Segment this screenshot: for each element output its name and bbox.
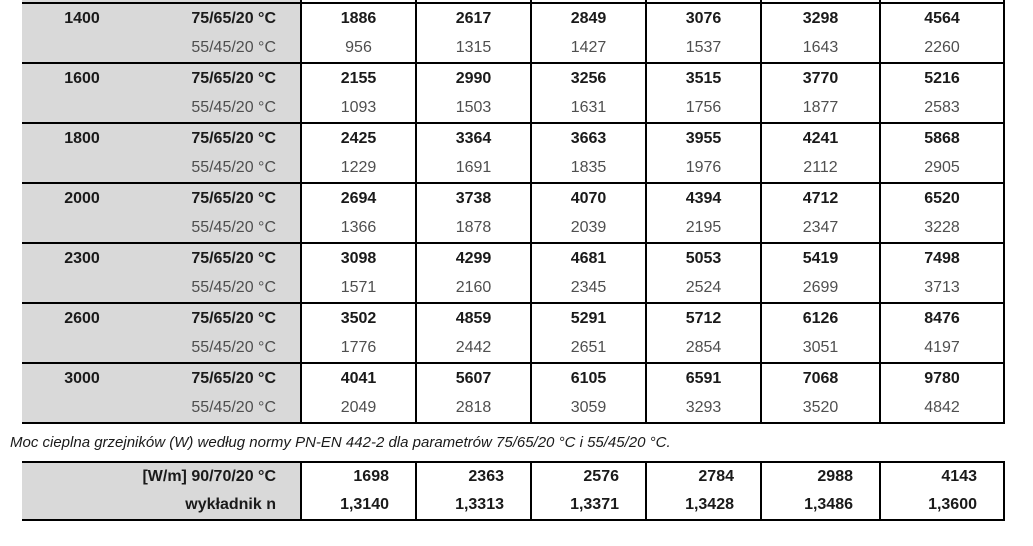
power-value-low: 3059 xyxy=(531,393,646,423)
power-value-low: 1093 xyxy=(301,93,416,123)
power-value-high: 4394 xyxy=(646,183,761,213)
power-value-low: 2345 xyxy=(531,273,646,303)
power-row-high xyxy=(22,363,1004,393)
power-value-low: 2524 xyxy=(646,273,761,303)
radiator-size-spacer xyxy=(22,333,142,363)
power-value-high: 4712 xyxy=(761,183,880,213)
power-value-low: 1976 xyxy=(646,153,761,183)
power-value-high: 3298 xyxy=(761,3,880,33)
power-value-low: 1877 xyxy=(761,93,880,123)
exponent-value: 1,3600 xyxy=(880,491,1004,520)
power-value-low: 2039 xyxy=(531,213,646,243)
power-value-low: 956 xyxy=(301,33,416,63)
power-value-low: 1315 xyxy=(416,33,531,63)
power-row-high xyxy=(22,3,1004,33)
power-value-low: 2699 xyxy=(761,273,880,303)
power-value-high: 2694 xyxy=(301,183,416,213)
power-value-low: 2651 xyxy=(531,333,646,363)
power-value-high: 5216 xyxy=(880,63,1004,93)
power-value-high: 3502 xyxy=(301,303,416,333)
temp-low-label: 55/45/20 °C xyxy=(142,393,301,423)
power-value-high: 3770 xyxy=(761,63,880,93)
power-value-high: 8476 xyxy=(880,303,1004,333)
power-value-high: 3364 xyxy=(416,123,531,153)
wm-row-label: [W/m] 90/70/20 °C xyxy=(22,462,301,491)
power-row-low xyxy=(22,33,1004,63)
power-value-high: 4041 xyxy=(301,363,416,393)
power-value-low: 2260 xyxy=(880,33,1004,63)
radiator-size-spacer xyxy=(22,273,142,303)
power-value-low: 1756 xyxy=(646,93,761,123)
power-value-low: 1366 xyxy=(301,213,416,243)
power-value-low: 1537 xyxy=(646,33,761,63)
power-value-low: 2818 xyxy=(416,393,531,423)
radiator-size-spacer xyxy=(22,213,142,243)
power-value-high: 1886 xyxy=(301,3,416,33)
power-value-high: 5053 xyxy=(646,243,761,273)
power-value-high: 5868 xyxy=(880,123,1004,153)
power-row-low xyxy=(22,273,1004,303)
power-value-low: 2347 xyxy=(761,213,880,243)
radiator-size-value: 1400 xyxy=(22,3,142,33)
exponent-row xyxy=(22,491,1004,520)
power-value-high: 7068 xyxy=(761,363,880,393)
power-row-high xyxy=(22,123,1004,153)
power-value-low: 4842 xyxy=(880,393,1004,423)
wm-value: 2576 xyxy=(531,462,646,491)
radiator-size-value: 2600 xyxy=(22,303,142,333)
power-value-low: 1691 xyxy=(416,153,531,183)
power-value-high: 4070 xyxy=(531,183,646,213)
power-value-high: 5607 xyxy=(416,363,531,393)
radiator-size-spacer xyxy=(22,153,142,183)
power-value-low: 1878 xyxy=(416,213,531,243)
power-value-low: 4197 xyxy=(880,333,1004,363)
power-value-high: 6105 xyxy=(531,363,646,393)
temp-high-label: 75/65/20 °C xyxy=(142,63,301,93)
power-value-low: 1631 xyxy=(531,93,646,123)
temp-high-label: 75/65/20 °C xyxy=(142,183,301,213)
power-row-low xyxy=(22,93,1004,123)
power-value-low: 3713 xyxy=(880,273,1004,303)
temp-low-label: 55/45/20 °C xyxy=(142,273,301,303)
power-value-low: 2854 xyxy=(646,333,761,363)
power-value-high: 2849 xyxy=(531,3,646,33)
power-value-high: 6126 xyxy=(761,303,880,333)
radiator-size-spacer xyxy=(22,93,142,123)
power-value-low: 2442 xyxy=(416,333,531,363)
power-row-high xyxy=(22,63,1004,93)
power-value-low: 1503 xyxy=(416,93,531,123)
power-value-high: 4299 xyxy=(416,243,531,273)
table-footnote: Moc cieplna grzejników (W) według normy PN-EN 442-2 dla parametrów 75/65/20 °C i 55/45/20 °C. xyxy=(10,434,671,451)
power-value-low: 1571 xyxy=(301,273,416,303)
exponent-value: 1,3140 xyxy=(301,491,416,520)
temp-low-label: 55/45/20 °C xyxy=(142,213,301,243)
power-value-high: 5291 xyxy=(531,303,646,333)
radiator-size-value: 2000 xyxy=(22,183,142,213)
power-value-high: 4241 xyxy=(761,123,880,153)
power-value-high: 2425 xyxy=(301,123,416,153)
power-value-high: 2155 xyxy=(301,63,416,93)
power-row-high xyxy=(22,303,1004,333)
exponent-row-label: wykładnik n xyxy=(22,491,301,520)
power-value-high: 5712 xyxy=(646,303,761,333)
power-value-high: 6520 xyxy=(880,183,1004,213)
wm-row xyxy=(22,462,1004,491)
power-value-high: 4681 xyxy=(531,243,646,273)
power-row-low xyxy=(22,333,1004,363)
power-value-high: 5419 xyxy=(761,243,880,273)
power-value-low: 1427 xyxy=(531,33,646,63)
power-value-low: 2195 xyxy=(646,213,761,243)
power-value-high: 9780 xyxy=(880,363,1004,393)
radiator-size-value: 2300 xyxy=(22,243,142,273)
power-value-low: 2049 xyxy=(301,393,416,423)
power-value-low: 1835 xyxy=(531,153,646,183)
wm-value: 2988 xyxy=(761,462,880,491)
power-value-high: 3955 xyxy=(646,123,761,153)
wm-value: 1698 xyxy=(301,462,416,491)
power-value-low: 1776 xyxy=(301,333,416,363)
power-value-high: 3738 xyxy=(416,183,531,213)
wm-value: 2784 xyxy=(646,462,761,491)
power-value-low: 3051 xyxy=(761,333,880,363)
power-value-low: 3520 xyxy=(761,393,880,423)
power-value-low: 2160 xyxy=(416,273,531,303)
radiator-size-spacer xyxy=(22,393,142,423)
wm-value: 4143 xyxy=(880,462,1004,491)
power-value-high: 3663 xyxy=(531,123,646,153)
power-value-high: 3076 xyxy=(646,3,761,33)
temp-high-label: 75/65/20 °C xyxy=(142,363,301,393)
exponent-value: 1,3486 xyxy=(761,491,880,520)
exponent-value: 1,3428 xyxy=(646,491,761,520)
per-meter-output-table xyxy=(22,461,1005,521)
power-value-low: 2112 xyxy=(761,153,880,183)
power-value-high: 3098 xyxy=(301,243,416,273)
temp-high-label: 75/65/20 °C xyxy=(142,3,301,33)
power-value-high: 3256 xyxy=(531,63,646,93)
power-value-low: 3293 xyxy=(646,393,761,423)
power-value-low: 1229 xyxy=(301,153,416,183)
power-value-high: 6591 xyxy=(646,363,761,393)
radiator-power-table xyxy=(22,0,1005,424)
temp-low-label: 55/45/20 °C xyxy=(142,93,301,123)
power-value-low: 1643 xyxy=(761,33,880,63)
temp-high-label: 75/65/20 °C xyxy=(142,243,301,273)
power-value-high: 4564 xyxy=(880,3,1004,33)
power-value-high: 2990 xyxy=(416,63,531,93)
power-value-low: 2905 xyxy=(880,153,1004,183)
power-row-low xyxy=(22,213,1004,243)
temp-low-label: 55/45/20 °C xyxy=(142,333,301,363)
temp-low-label: 55/45/20 °C xyxy=(142,153,301,183)
radiator-size-value: 1800 xyxy=(22,123,142,153)
power-value-high: 7498 xyxy=(880,243,1004,273)
temp-high-label: 75/65/20 °C xyxy=(142,123,301,153)
exponent-value: 1,3371 xyxy=(531,491,646,520)
power-row-high xyxy=(22,183,1004,213)
power-value-high: 2617 xyxy=(416,3,531,33)
radiator-size-value: 1600 xyxy=(22,63,142,93)
temp-low-label: 55/45/20 °C xyxy=(142,33,301,63)
power-row-high xyxy=(22,243,1004,273)
radiator-size-value: 3000 xyxy=(22,363,142,393)
power-row-low xyxy=(22,153,1004,183)
power-value-high: 3515 xyxy=(646,63,761,93)
power-value-low: 3228 xyxy=(880,213,1004,243)
temp-high-label: 75/65/20 °C xyxy=(142,303,301,333)
power-value-low: 2583 xyxy=(880,93,1004,123)
power-row-low xyxy=(22,393,1004,423)
wm-value: 2363 xyxy=(416,462,531,491)
exponent-value: 1,3313 xyxy=(416,491,531,520)
power-value-high: 4859 xyxy=(416,303,531,333)
radiator-size-spacer xyxy=(22,33,142,63)
